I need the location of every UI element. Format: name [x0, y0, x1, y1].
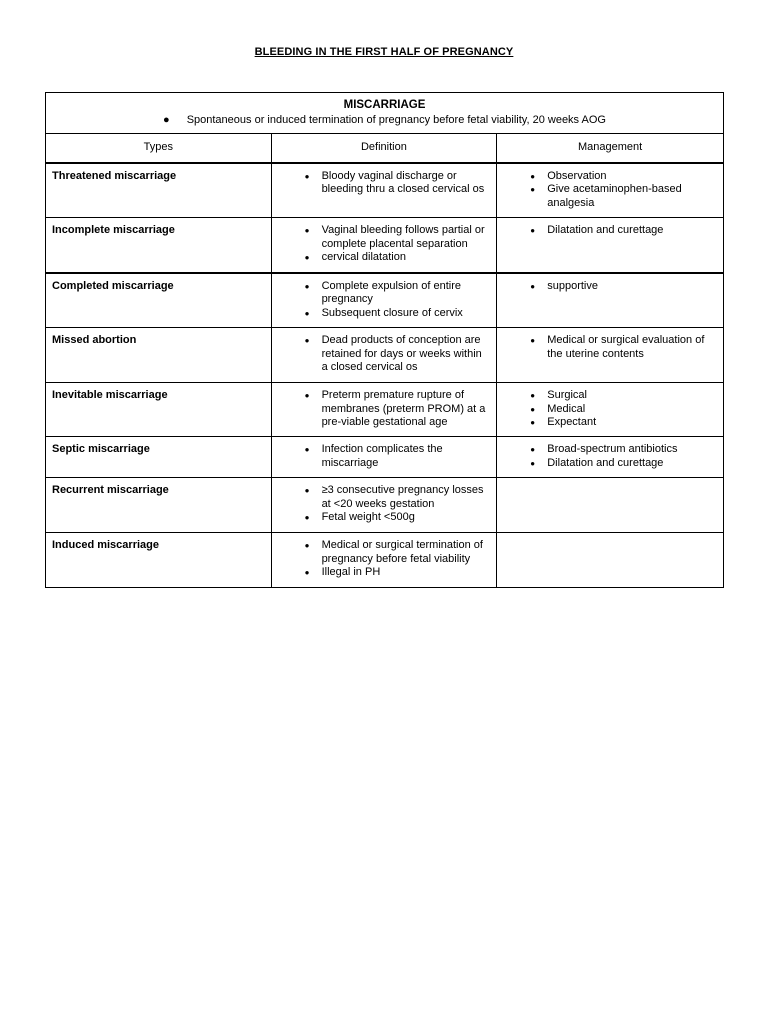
type-cell: Completed miscarriage [46, 273, 272, 328]
definition-cell [271, 383, 497, 437]
type-cell: Recurrent miscarriage [46, 478, 272, 533]
definition-cell [271, 328, 497, 383]
definition-cell [271, 163, 497, 218]
management-item: ● Observation [503, 170, 717, 184]
management-list [503, 334, 717, 361]
management-cell [497, 437, 724, 478]
management-list [503, 224, 717, 238]
management-item: ● Surgical [503, 389, 717, 403]
type-cell: Missed abortion [46, 328, 272, 383]
type-cell: Threatened miscarriage [46, 163, 272, 218]
definition-list [278, 484, 491, 525]
management-list [503, 443, 717, 470]
definition-item: ● cervical dilatation [278, 251, 491, 265]
management-cell [497, 273, 724, 328]
banner-bullet-text: Spontaneous or induced termination of pregnancy before fetal viability, 20 weeks AOG [186, 113, 606, 126]
type-cell: Induced miscarriage [46, 533, 272, 588]
definition-cell [271, 478, 497, 533]
definition-list [278, 170, 491, 197]
definition-list [278, 334, 491, 375]
management-item: ● Dilatation and curettage [503, 457, 717, 471]
management-list [503, 389, 717, 430]
column-header-definition: Definition [271, 134, 497, 163]
bullet-icon: ● [163, 113, 170, 126]
management-item: ● Give acetaminophen-based analgesia [503, 183, 717, 210]
management-cell [497, 163, 724, 218]
miscarriage-table [45, 92, 724, 588]
table-row [46, 478, 724, 533]
definition-list [278, 280, 491, 321]
management-item: ● Medical [503, 403, 717, 417]
management-item: ● Expectant [503, 416, 717, 430]
management-item: ● supportive [503, 280, 717, 294]
type-cell: Septic miscarriage [46, 437, 272, 478]
table-row [46, 218, 724, 273]
table-row [46, 533, 724, 588]
definition-item: ● Fetal weight <500g [278, 511, 491, 525]
definition-item: ● Complete expulsion of entire pregnancy [278, 280, 491, 307]
table-banner-row [46, 93, 724, 134]
definition-item: ● ≥3 consecutive pregnancy losses at <20 weeks gestation [278, 484, 491, 511]
management-item: ● Medical or surgical evaluation of the uterine contents [503, 334, 717, 361]
management-item: ● Dilatation and curettage [503, 224, 717, 238]
management-cell [497, 533, 724, 588]
management-list [503, 280, 717, 294]
type-cell: Inevitable miscarriage [46, 383, 272, 437]
management-cell [497, 218, 724, 273]
table-banner [46, 93, 724, 134]
definition-cell [271, 273, 497, 328]
definition-list [278, 389, 491, 430]
definition-list [278, 224, 491, 265]
table-row [46, 273, 724, 328]
definition-item: ● Preterm premature rupture of membranes (preterm PROM) at a pre-viable gestational age [278, 389, 491, 430]
management-cell [497, 478, 724, 533]
definition-cell [271, 437, 497, 478]
table-header-row [46, 134, 724, 163]
definition-item: ● Vaginal bleeding follows partial or complete placental separation [278, 224, 491, 251]
definition-item: ● Dead products of conception are retained for days or weeks within a closed cervical os [278, 334, 491, 375]
banner-bullet [46, 114, 723, 128]
management-cell [497, 383, 724, 437]
definition-item: ● Infection complicates the miscarriage [278, 443, 491, 470]
definition-cell [271, 218, 497, 273]
definition-list [278, 443, 491, 470]
definition-cell [271, 533, 497, 588]
column-header-management: Management [497, 134, 724, 163]
definition-item: ● Subsequent closure of cervix [278, 307, 491, 321]
definition-item: ● Bloody vaginal discharge or bleeding thru a closed cervical os [278, 170, 491, 197]
column-header-types: Types [46, 134, 272, 163]
definition-list [278, 539, 491, 580]
management-item: ● Broad-spectrum antibiotics [503, 443, 717, 457]
type-cell: Incomplete miscarriage [46, 218, 272, 273]
definition-item: ● Illegal in PH [278, 566, 491, 580]
table-row [46, 163, 724, 218]
table-row [46, 383, 724, 437]
table-row [46, 437, 724, 478]
banner-title: MISCARRIAGE [343, 99, 426, 111]
management-list [503, 170, 717, 211]
management-cell [497, 328, 724, 383]
definition-item: ● Medical or surgical termination of pregnancy before fetal viability [278, 539, 491, 566]
table-row [46, 328, 724, 383]
document-title: BLEEDING IN THE FIRST HALF OF PREGNANCY [254, 46, 514, 58]
